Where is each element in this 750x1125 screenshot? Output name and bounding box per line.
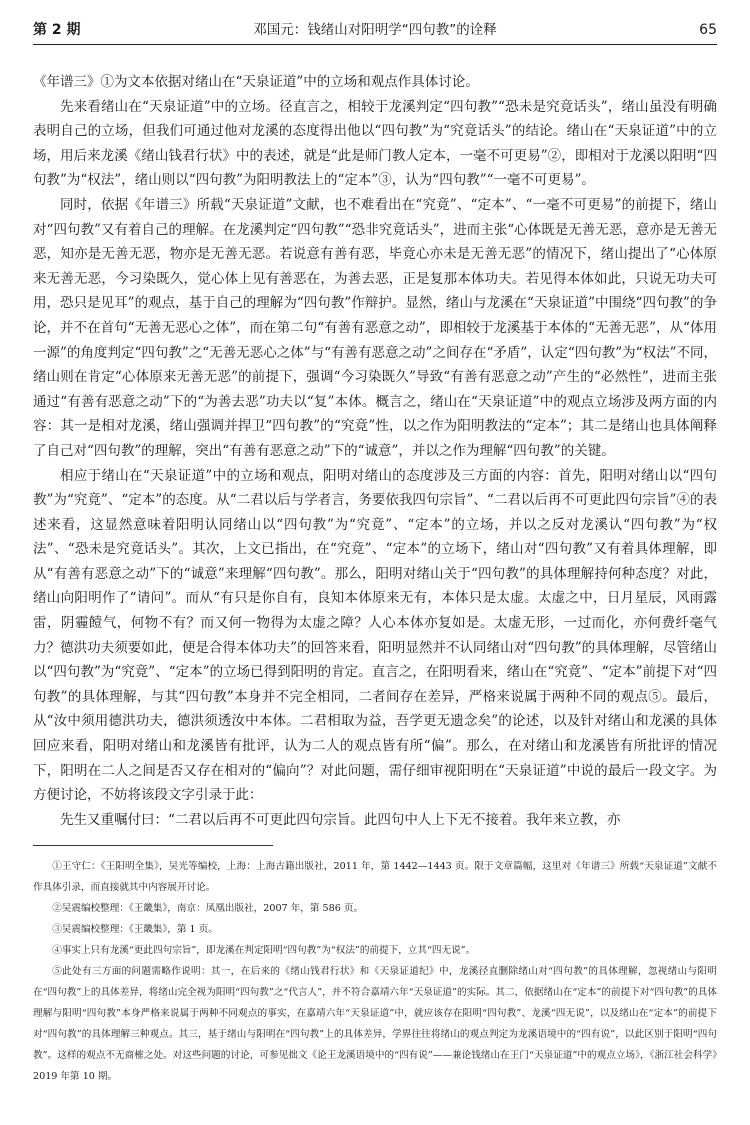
issue-number: 第 2 期 xyxy=(33,22,81,38)
footnote: ②吴震编校整理：《王畿集》，南京：凤凰出版社，2007 年，第 586 页。 xyxy=(52,903,364,914)
footnote: ④事实上只有龙溪“更此四句宗旨”，即龙溪在判定阳明“四句教”为“权法”的前提下，立其“四无说”。 xyxy=(52,945,476,956)
paragraph: 先来看绪山在“天泉证道”中的立场。径直言之，相较于龙溪判定“四句教”“恐未是究竟话头”，绪山虽没有明确表明自己的立场，但我们可通过他对龙溪的态度得出他以“四句教”为“究竟话头”的结论。绪山在“天泉证道”中的立场，用后来龙溪《绪山钱君行状》中的表述，就是“此是师门教人定本，一毫不可更易”②，即相对于龙溪以阳明“四句教”为“权法”，绪山则以“四句教”为阳明教法上的“定本”③，认为“四句教”“一毫不可更易”。 xyxy=(33,98,717,189)
footnote: ③吴震编校整理：《王畿集》，第 1 页。 xyxy=(52,924,218,935)
footnote: ⑤此处有三方面的问题需略作说明：其一，在后来的《绪山钱君行状》和《天泉证道纪》中，龙溪径直删除绪山对“四句教”的具体理解，忽视绪山与阳明在“四句教”上的具体差异，将绪山完全视为阳明“四句教”之“代言人”，并不符合嘉靖六年“天泉证道”的实际。其二，依据绪山在“定本”的前提下对“四句教”的具体理解与阳明“四句教”本身严格来说属于两种不同观点的事实，在嘉靖六年“天泉证道”中，就应该存在阳明“四句教”、龙溪“四无说”，以及绪山在“定本”的前提下对“四句教”的具体理解三种观点。其三，基于绪山与阳明在“四句教”上的具体差异，学界往往将绪山的观点判定为龙溪语境中的“四有说”，以此区别于阳明“四句教”。这样的观点不无商榷之处。对这些问题的讨论，可参见拙文《论王龙溪语境中的“四有说”——兼论钱绪山在王门“天泉证道”中的观点立场》，《浙江社会科学》2019 年第 10 期。 xyxy=(33,966,717,1082)
page-number: 65 xyxy=(699,22,717,38)
paragraph: 先生又重嘱付曰：“二君以后再不可更此四句宗旨。此四句中人上下无不接着。我年来立教，亦 xyxy=(60,811,621,828)
body-text xyxy=(33,70,717,832)
footnote-divider xyxy=(33,845,273,846)
paragraph: 《年谱三》①为文本依据对绪山在“天泉证道”中的立场和观点作具体讨论。 xyxy=(33,74,479,90)
running-title: 邓国元：钱绪山对阳明学“四句教”的诠释 xyxy=(253,22,497,38)
paragraph: 相应于绪山在“天泉证道”中的立场和观点，阳明对绪山的态度涉及三方面的内容：首先，阳明对绪山以“四句教”为“究竟”、“定本”的态度。从“二君以后与学者言，务要依我四句宗旨”、“二君以后再不可更此四句宗旨”④的表述来看，这显然意味着阳明认同绪山以“四句教”为“究竟”、“定本”的立场，并以之反对龙溪认“四句教”为“权法”、“恐未是究竟话头”。其次，上文已指出，在“究竟”、“定本”的立场下，绪山对“四句教”又有着具体理解，即从“有善有恶意之动”下的“诚意”来理解“四句教”。那么，阳明对绪山关于“四句教”的具体理解持何种态度？对此，绪山向阳明作了“请问”。而从“有只是你自有，良知本体原来无有，本体只是太虚。太虚之中，日月星辰，风雨露雷，阴霾饐气，何物不有？而又何一物得为太虚之障？人心本体亦复如是。太虚无形，一过而化，亦何费纤毫气力？德洪功夫须要如此，便是合得本体功夫”的回答来看，阳明显然并不认同绪山对“四句教”的具体理解，尽管绪山以“四句教”为“究竟”、“定本”的立场已得到阳明的肯定。直言之，在阳明看来，绪山在“究竟”、“定本”前提下对“四句教”的具体理解，与其“四句教”本身并不完全相同，二者间存在差异，严格来说属于两种不同的观点⑤。最后，从“汝中须用德洪功夫，德洪须透汝中本体。二君相取为益，吾学更无遗念矣”的论述，以及针对绪山和龙溪的具体回应来看，阳明对绪山和龙溪皆有批评，认为二人的观点皆有所“偏”。那么，在对绪山和龙溪皆有所批评的情况下，阳明在二人之间是否又存在相对的“偏向”？对此问题，需仔细审视阳明在“天泉证道”中说的最后一段文字。为方便讨论，不妨将该段文字引录于此： xyxy=(33,467,717,804)
paragraph: 同时，依据《年谱三》所载“天泉证道”文献，也不难看出在“究竟”、“定本”、“一毫不可更易”的前提下，绪山对“四句教”又有着自己的理解。在龙溪判定“四句教”“恐非究竟话头”，进而主张“心体既是无善无恶，意亦是无善无恶，知亦是无善无恶，物亦是无善无恶。若说意有善有恶，毕竟心亦未是无善无恶”的情况下，绪山提出了“心体原来无善无恶，今习染既久，觉心体上见有善恶在，为善去恶，正是复那本体功夫。若见得本体如此，只说无功夫可用，恐只是见耳”的观点，基于自己的理解为“四句教”作辩护。显然，绪山与龙溪在“天泉证道”中围绕“四句教”的争论，并不在首句“无善无恶心之体”，而在第二句“有善有恶意之动”，即相较于龙溪基于本体的“无善无恶”，从“体用一源”的角度判定“四句教”之“无善无恶心之体”与“有善有恶意之动”之间存在“矛盾”，认定“四句教”为“权法”不同，绪山则在肯定“心体原来无善无恶”的前提下，强调“今习染既久”导致“有善有恶意之动”产生的“必然性”，进而主张通过“有善有恶意之动”下的“为善去恶”功夫以“复”本体。概言之，绪山在“天泉证道”中的观点立场涉及两方面的内容：其一是相对龙溪，绪山强调并捍卫“四句教”的“究竟”性，以之作为阳明教法的“定本”；其二是绪山也具体阐释了自己对“四句教”的理解，突出“有善有恶意之动”下的“诚意”，并以之作为理解“四句教”的关键。 xyxy=(33,196,717,459)
footnotes xyxy=(33,856,717,1087)
running-header xyxy=(33,14,717,45)
footnote: ①王守仁：《王阳明全集》，吴光等编校，上海：上海古籍出版社，2011 年，第 1442—1443 页。限于文章篇幅，这里对《年谱三》所载“天泉证道”文献不作具体引录，而直接就其中内容展开讨论。 xyxy=(33,861,717,893)
